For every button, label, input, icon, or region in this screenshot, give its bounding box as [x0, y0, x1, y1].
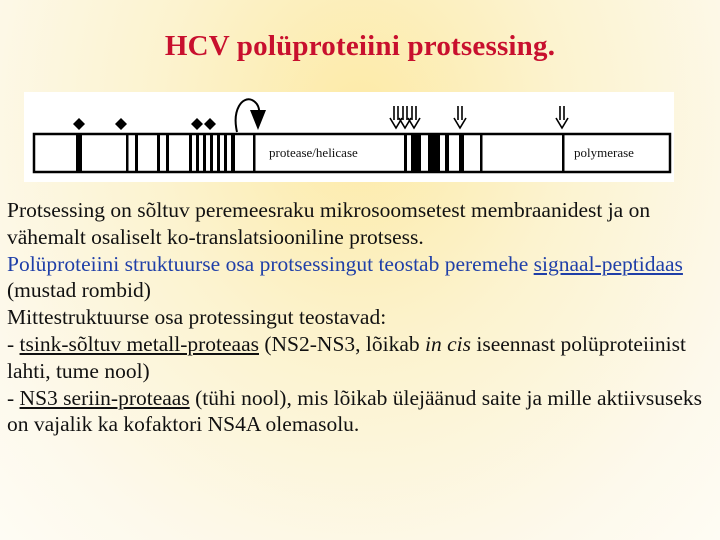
- protease-helicase-label: protease/helicase: [269, 145, 358, 160]
- slide-title: HCV polüproteiini protsessing.: [164, 30, 556, 62]
- paragraph-tail: (mustad rombid): [7, 278, 151, 303]
- paragraph-tail: iseennast polüproteiinist lahti, tume nool): [7, 331, 686, 383]
- in-cis-italic: in cis: [425, 331, 471, 356]
- seriin-proteaas-link[interactable]: NS3 seriin-proteaas: [19, 385, 190, 410]
- paragraph-signal-peptidase: [7, 251, 713, 305]
- paragraph-tail: (tühi nool), mis lõikab ülejäänud saite ja mille aktiivsuseks on vajalik ka kofaktori NS4A olemasolu.: [7, 385, 703, 437]
- paragraph-metalloprotease: [7, 331, 713, 385]
- paragraph-lead: Polüproteiini struktuurse osa protsessingut teostab peremehe: [7, 251, 534, 276]
- paragraph-serine-protease: [7, 385, 713, 439]
- paragraph-nonstructural: Mittestruktuurse osa protessingut teostavad:: [7, 305, 387, 330]
- polyprotein-diagram: [24, 92, 674, 182]
- paragraph-mid: (NS2-NS3, lõikab: [258, 331, 426, 356]
- signal-peptidaas-link[interactable]: signaal-peptidaas: [533, 251, 683, 276]
- metall-proteaas-link[interactable]: tsink-sõltuv metall-proteaas: [19, 331, 259, 356]
- polymerase-label: polymerase: [574, 145, 634, 160]
- dash: -: [7, 331, 20, 356]
- slide-body: [7, 197, 713, 438]
- paragraph-membranes: Protsessing on sõltuv peremeesraku mikrosoomsetest membraanidest ja on vähemalt osaliselt ko-translatsiooniline protsess.: [7, 198, 651, 249]
- dash: -: [7, 385, 20, 410]
